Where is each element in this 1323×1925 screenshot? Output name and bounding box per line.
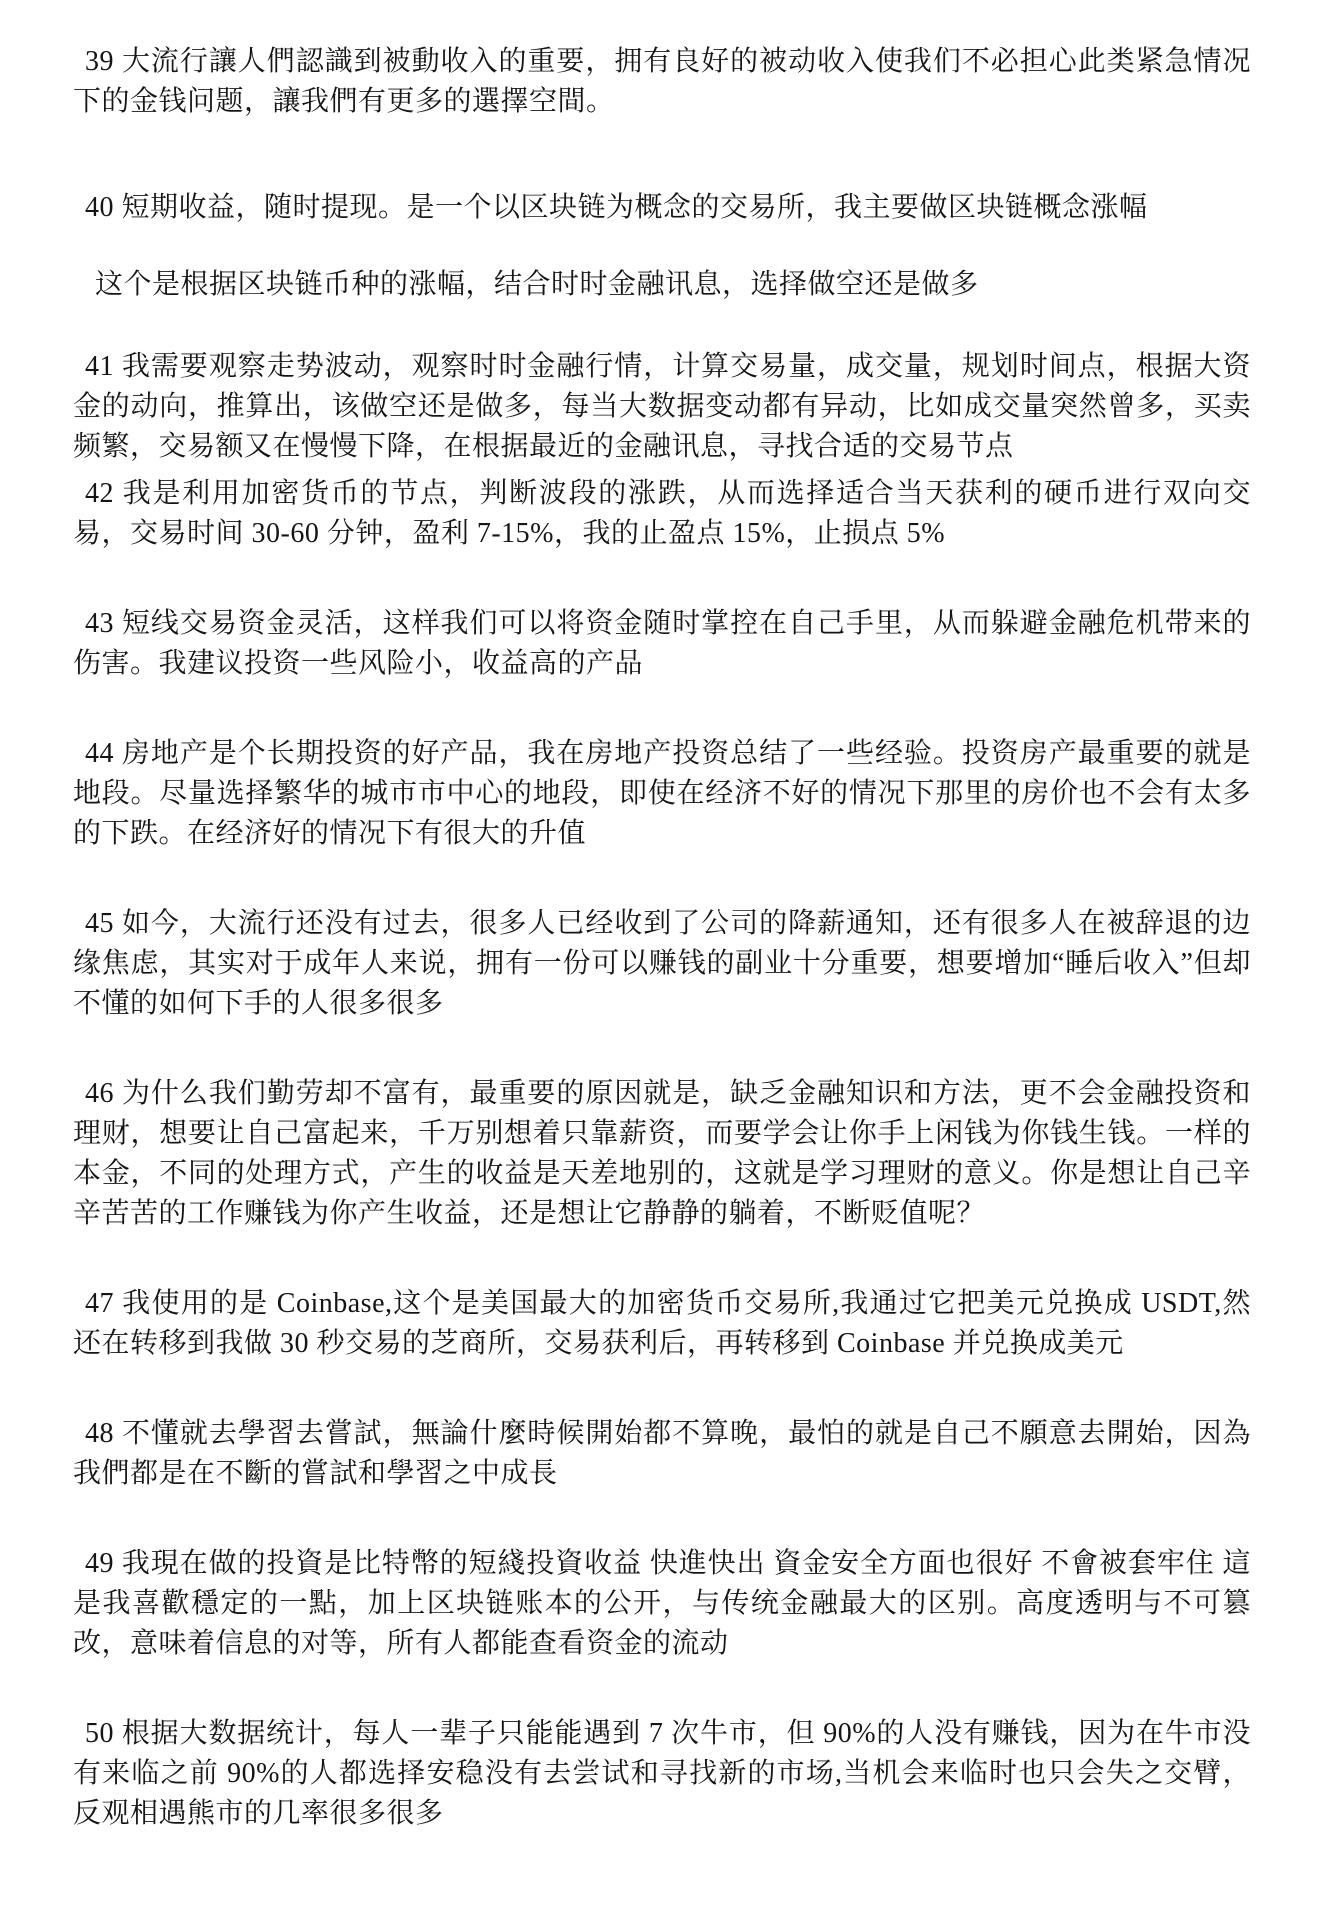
paragraph-44: 44 房地产是个长期投资的好产品，我在房地产投资总结了一些经验。投资房产最重要的就是地段。尽量选择繁华的城市市中心的地段，即使在经济不好的情况下那里的房价也不会有太多的下跌。在经济好的情况下有很大的升值 <box>73 738 1251 849</box>
paragraph-43: 43 短线交易资金灵活，这样我们可以将资金随时掌控在自己手里，从而躲避金融危机带来的伤害。我建议投资一些风险小，收益高的产品 <box>73 608 1251 679</box>
paragraph-40: 40 短期收益，随时提现。是一个以区块链为概念的交易所，我主要做区块链概念涨幅 <box>85 192 1148 223</box>
paragraph-46: 46 为什么我们勤劳却不富有，最重要的原因就是，缺乏金融知识和方法，更不会金融投资和理财，想要让自己富起来，千万别想着只靠薪资，而要学会让你手上闲钱为你钱生钱。一样的本金，不同的处理方式，产生的收益是天差地别的，这就是学习理财的意义。你是想让自己辛辛苦苦的工作赚钱为你产生收益，还是想让它静静的躺着，不断贬值呢？ <box>73 1078 1251 1229</box>
paragraph-50: 50 根据大数据统计，每人一辈子只能能遇到 7 次牛市，但 90%的人没有赚钱，因为在牛市没有来临之前 90%的人都选择安稳没有去尝试和寻找新的市场,当机会来临时也只会失之交臂，反观相遇熊市的几率很多很多 <box>73 1718 1251 1829</box>
paragraph-48: 48 不懂就去學習去嘗試，無論什麼時候開始都不算晚，最怕的就是自己不願意去開始，因為我們都是在不斷的嘗試和學習之中成長 <box>73 1418 1251 1489</box>
paragraph-39: 39 大流行讓人們認識到被動收入的重要，拥有良好的被动收入使我们不必担心此类紧急情况下的金钱问题，讓我們有更多的選擇空間。 <box>73 46 1251 117</box>
paragraph-47: 47 我使用的是 Coinbase,这个是美国最大的加密货币交易所,我通过它把美元兑换成 USDT,然还在转移到我做 30 秒交易的芝商所，交易获利后，再转移到 Coinbase 并兑换成美元 <box>73 1288 1251 1359</box>
paragraph-40-note: 这个是根据区块链币种的涨幅，结合时时金融讯息，选择做空还是做多 <box>95 269 979 300</box>
paragraph-42: 42 我是利用加密货币的节点，判断波段的涨跌，从而选择适合当天获利的硬币进行双向交易，交易时间 30-60 分钟，盈利 7-15%，我的止盈点 15%，止损点 5% <box>73 478 1251 549</box>
paragraph-45: 45 如今，大流行还没有过去，很多人已经收到了公司的降薪通知，还有很多人在被辞退的边缘焦虑，其实对于成年人来说，拥有一份可以赚钱的副业十分重要，想要增加“睡后收入”但却不懂的如何下手的人很多很多 <box>73 908 1251 1019</box>
paragraph-41: 41 我需要观察走势波动，观察时时金融行情，计算交易量，成交量，规划时间点，根据大资金的动向，推算出，该做空还是做多，每当大数据变动都有异动，比如成交量突然曾多，买卖频繁，交易额又在慢慢下降，在根据最近的金融讯息，寻找合适的交易节点 <box>73 351 1251 462</box>
paragraph-49: 49 我現在做的投資是比特幣的短綫投資收益 快進快出 資金安全方面也很好 不會被套牢住 這是我喜歡穩定的一點，加上区块链账本的公开，与传统金融最大的区别。高度透明与不可篡改，意味着信息的对等，所有人都能查看资金的流动 <box>73 1548 1251 1659</box>
